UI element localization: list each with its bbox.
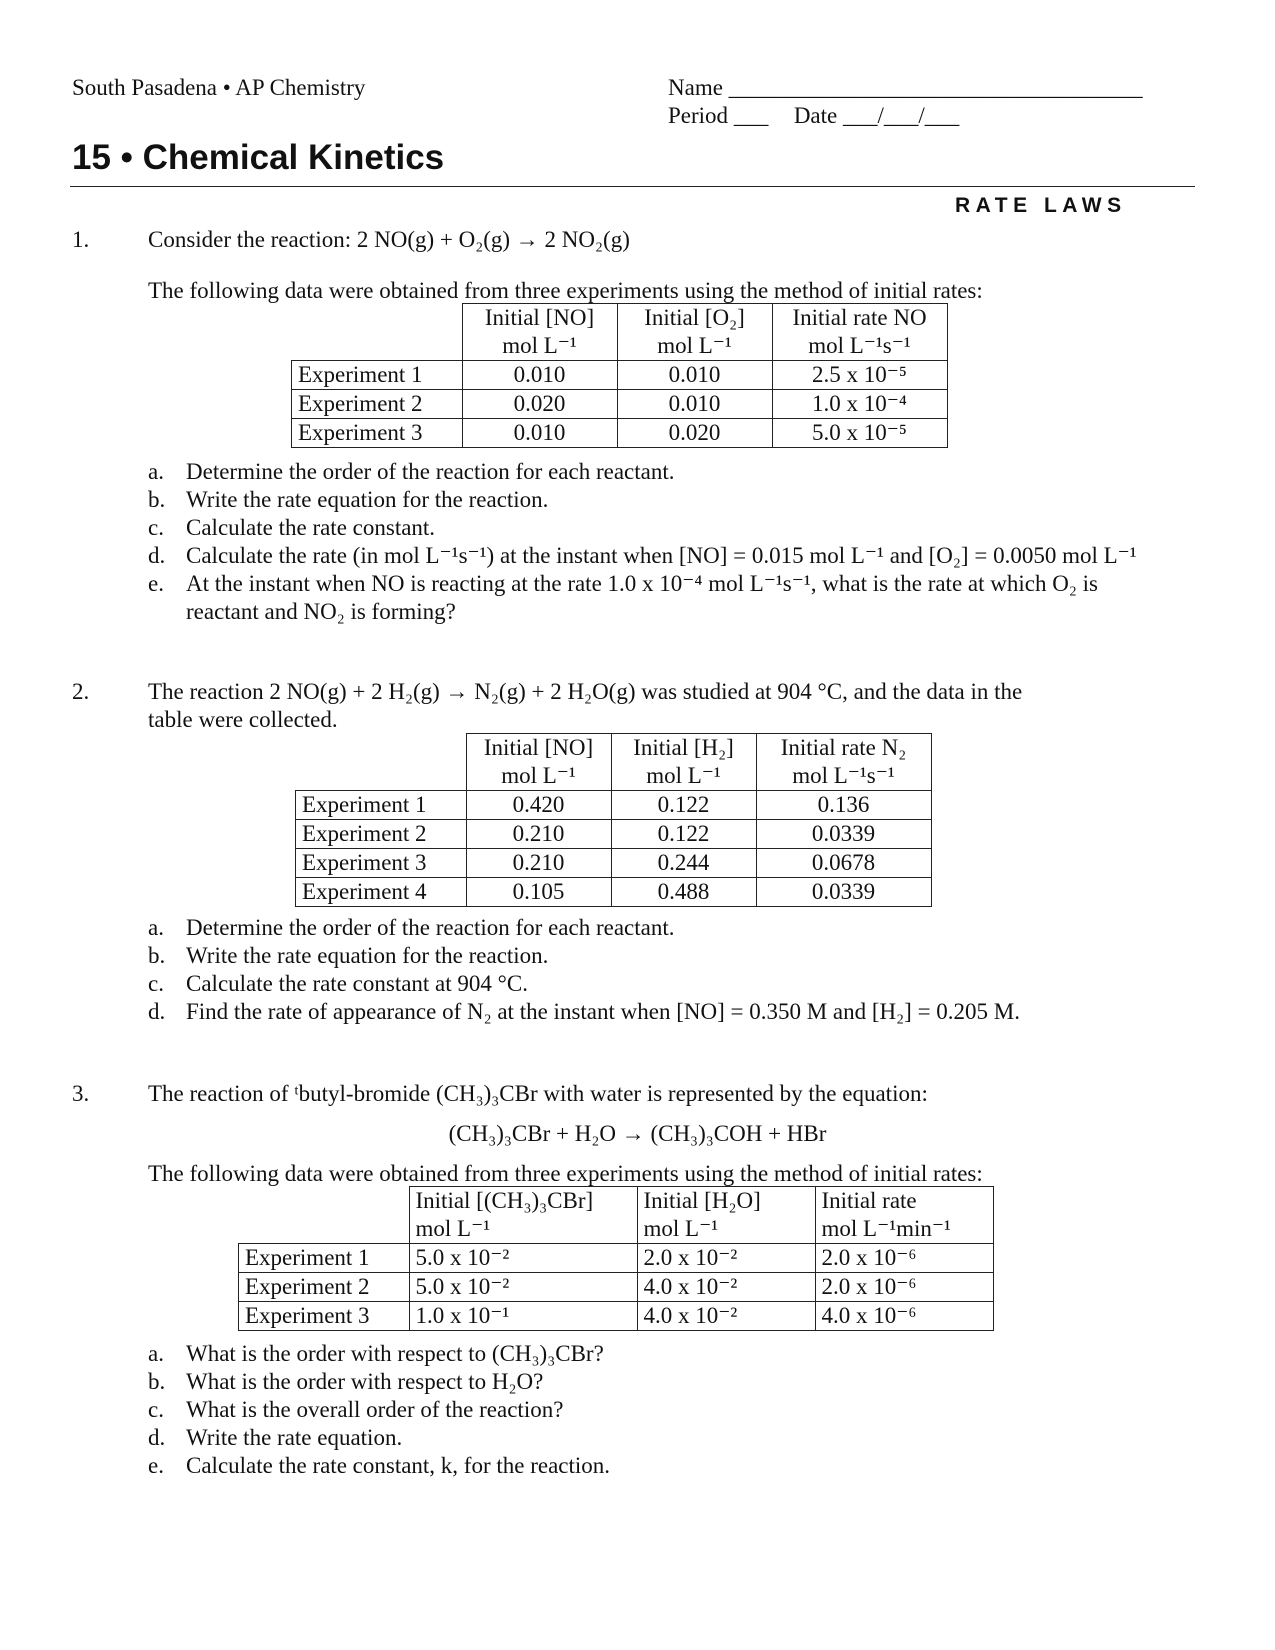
part-letter: a. — [148, 915, 164, 940]
q3-intro: The following data were obtained from three experiments using the method of initial rates: — [148, 1161, 983, 1186]
part-text: Write the rate equation. — [186, 1425, 403, 1450]
table-row — [296, 820, 932, 849]
part-letter: e. — [148, 571, 164, 596]
table-cell: 0.488 — [611, 878, 756, 907]
q2-line1: The reaction 2 NO(g) + 2 H₂(g) → N₂(g) + 2 H₂O(g) was studied at 904 °C, and the data in the — [148, 679, 1023, 704]
part-letter: e. — [148, 1453, 164, 1478]
table-cell: 4.0 x 10⁻⁶ — [815, 1302, 993, 1331]
row-label: Experiment 2 — [292, 390, 463, 419]
row-label: Experiment 3 — [239, 1302, 410, 1331]
question-number: 1. — [72, 227, 90, 252]
name-field[interactable] — [668, 74, 1143, 102]
table-header-row — [296, 734, 932, 791]
part-text: Calculate the rate constant at 904 °C. — [186, 971, 528, 996]
table-row — [239, 1302, 994, 1331]
table-header-cell: Initial [H₂] mol L⁻¹ — [611, 734, 756, 791]
table-cell: 0.010 — [462, 419, 617, 448]
row-label: Experiment 3 — [292, 419, 463, 448]
q3-equation: (CH₃)₃CBr + H₂O → (CH₃)₃COH + HBr — [448, 1121, 827, 1146]
table-cell: 5.0 x 10⁻² — [409, 1244, 637, 1273]
header-divider — [70, 186, 1195, 187]
name-blank: ____________________________________ — [728, 75, 1143, 100]
part-text: Determine the order of the reaction for each reactant. — [186, 459, 675, 484]
row-label: Experiment 2 — [239, 1273, 410, 1302]
table-header-cell: Initial [H₂O] mol L⁻¹ — [637, 1187, 815, 1244]
table-cell: 0.020 — [462, 390, 617, 419]
school-course-label: South Pasadena • AP Chemistry — [72, 75, 366, 100]
table-header-cell: Initial rate N₂ mol L⁻¹s⁻¹ — [756, 734, 931, 791]
row-label: Experiment 2 — [296, 820, 467, 849]
table-cell: 0.0678 — [756, 849, 931, 878]
row-label: Experiment 1 — [296, 791, 467, 820]
q3-line1: The reaction of ᵗbutyl-bromide (CH₃)₃CBr with water is represented by the equation: — [148, 1081, 928, 1106]
table-cell: 5.0 x 10⁻² — [409, 1273, 637, 1302]
part-text: Find the rate of appearance of N₂ at the instant when [NO] = 0.350 M and [H₂] = 0.205 M. — [186, 999, 1020, 1024]
table-cell: 2.0 x 10⁻² — [637, 1244, 815, 1273]
part-text: Calculate the rate (in mol L⁻¹s⁻¹) at the instant when [NO] = 0.015 mol L⁻¹ and [O₂] = 0.0050 mol L⁻¹ — [186, 543, 1137, 568]
table-cell: 2.0 x 10⁻⁶ — [815, 1273, 993, 1302]
q1-intro: The following data were obtained from three experiments using the method of initial rates: — [148, 278, 983, 303]
q2-line2: table were collected. — [148, 707, 338, 732]
table-cell: 1.0 x 10⁻⁴ — [772, 390, 947, 419]
part-text: Write the rate equation for the reaction. — [186, 487, 549, 512]
table-header-row — [239, 1187, 994, 1244]
q2-data-table — [295, 733, 932, 907]
table-cell: 1.0 x 10⁻¹ — [409, 1302, 637, 1331]
table-cell: 0.0339 — [756, 878, 931, 907]
table-cell: 5.0 x 10⁻⁵ — [772, 419, 947, 448]
table-header-row — [292, 304, 948, 361]
part-text: What is the order with respect to (CH₃)₃CBr? — [186, 1341, 604, 1366]
table-cell: 0.420 — [466, 791, 611, 820]
section-heading: RATE LAWS — [955, 194, 1127, 217]
part-letter: b. — [148, 1369, 166, 1394]
part-text: Write the rate equation for the reaction. — [186, 943, 549, 968]
table-header-cell: Initial [O₂] mol L⁻¹ — [617, 304, 772, 361]
q1-reaction: Consider the reaction: 2 NO(g) + O₂(g) → 2 NO₂(g) — [148, 227, 630, 252]
period-label: Period — [668, 103, 729, 128]
table-header-cell: Initial [NO] mol L⁻¹ — [466, 734, 611, 791]
row-label: Experiment 4 — [296, 878, 467, 907]
part-letter: a. — [148, 459, 164, 484]
part-letter: c. — [148, 1397, 164, 1422]
table-cell: 0.122 — [611, 820, 756, 849]
table-row — [292, 419, 948, 448]
part-letter: b. — [148, 487, 166, 512]
row-label: Experiment 1 — [292, 361, 463, 390]
table-cell: 0.244 — [611, 849, 756, 878]
table-cell: 2.0 x 10⁻⁶ — [815, 1244, 993, 1273]
table-cell: 0.122 — [611, 791, 756, 820]
part-letter: d. — [148, 1425, 166, 1450]
row-label: Experiment 1 — [239, 1244, 410, 1273]
part-text: What is the overall order of the reaction? — [186, 1397, 564, 1422]
table-row — [292, 361, 948, 390]
part-letter: d. — [148, 543, 166, 568]
table-header-cell: Initial [NO] mol L⁻¹ — [462, 304, 617, 361]
table-row — [239, 1244, 994, 1273]
table-cell: 0.210 — [466, 849, 611, 878]
part-text: Calculate the rate constant, k, for the reaction. — [186, 1453, 611, 1478]
part-letter: d. — [148, 999, 166, 1024]
part-text: At the instant when NO is reacting at the rate 1.0 x 10⁻⁴ mol L⁻¹s⁻¹, what is the rate at which O₂ is — [186, 571, 1098, 596]
table-cell: 0.136 — [756, 791, 931, 820]
name-label: Name — [668, 75, 723, 100]
table-cell: 0.105 — [466, 878, 611, 907]
date-label: Date — [793, 103, 838, 128]
question-number: 2. — [72, 679, 90, 704]
table-row — [296, 878, 932, 907]
q3-data-table — [238, 1186, 994, 1331]
table-cell: 4.0 x 10⁻² — [637, 1302, 815, 1331]
part-text-continued: reactant and NO₂ is forming? — [186, 599, 456, 624]
table-row — [296, 849, 932, 878]
table-cell: 0.010 — [617, 390, 772, 419]
page-title: 15 • Chemical Kinetics — [72, 138, 445, 177]
table-cell: 2.5 x 10⁻⁵ — [772, 361, 947, 390]
q1-data-table — [291, 303, 948, 448]
row-label: Experiment 3 — [296, 849, 467, 878]
question-number: 3. — [72, 1081, 90, 1106]
table-cell: 0.020 — [617, 419, 772, 448]
table-header-cell: Initial rate NO mol L⁻¹s⁻¹ — [772, 304, 947, 361]
table-row — [292, 390, 948, 419]
table-cell: 0.210 — [466, 820, 611, 849]
table-cell: 0.010 — [617, 361, 772, 390]
part-text: Determine the order of the reaction for each reactant. — [186, 915, 675, 940]
period-blank: ___ — [733, 103, 769, 128]
table-header-cell: Initial [(CH₃)₃CBr] mol L⁻¹ — [409, 1187, 637, 1244]
part-letter: a. — [148, 1341, 164, 1366]
part-letter: c. — [148, 515, 164, 540]
part-text: Calculate the rate constant. — [186, 515, 436, 540]
part-text: What is the order with respect to H₂O? — [186, 1369, 544, 1394]
table-cell: 0.010 — [462, 361, 617, 390]
period-date-line[interactable] — [668, 102, 959, 130]
part-letter: c. — [148, 971, 164, 996]
part-letter: b. — [148, 943, 166, 968]
table-row — [296, 791, 932, 820]
table-cell: 4.0 x 10⁻² — [637, 1273, 815, 1302]
table-header-cell: Initial rate mol L⁻¹min⁻¹ — [815, 1187, 993, 1244]
table-row — [239, 1273, 994, 1302]
date-blank: ___/___/___ — [842, 103, 960, 128]
table-cell: 0.0339 — [756, 820, 931, 849]
